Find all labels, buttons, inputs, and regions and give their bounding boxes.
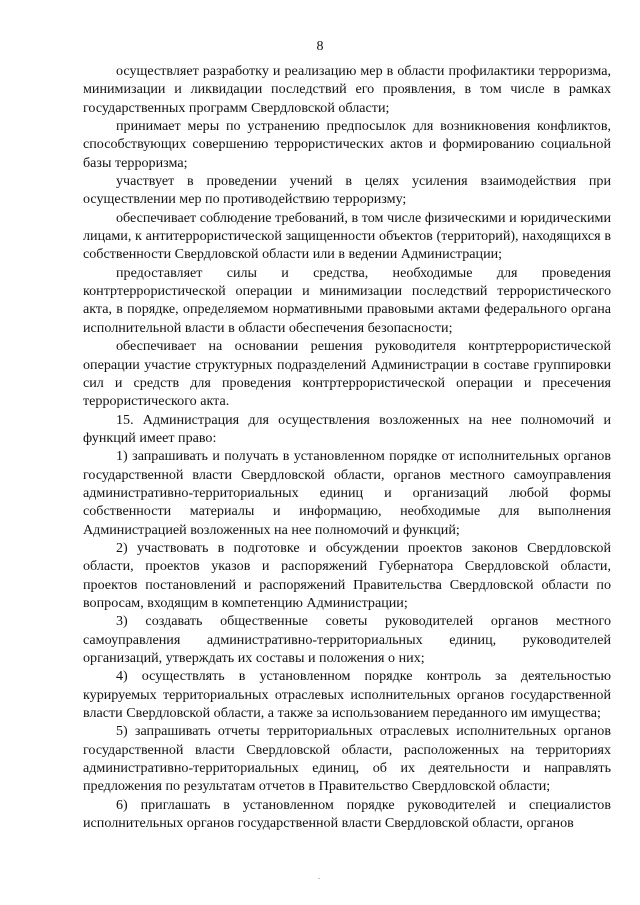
list-item-6: 6) приглашать в установленном порядке руководителей и специалистов исполнительных органов государственной власти Свердловской области, органов	[83, 796, 611, 832]
document-body	[83, 62, 611, 832]
list-item-5: 5) запрашивать отчеты территориальных отраслевых исполнительных органов государственной власти Свердловской области, расположенных на территориях административно-территориальных единиц, об их деятельности и направлять предложения по результатам отчетов в Правительство Свердловской области;	[83, 723, 611, 795]
scan-mark	[318, 878, 320, 879]
list-item-1: 1) запрашивать и получать в установленном порядке от исполнительных органов государственной власти Свердловской области, органов местного самоуправления административно-территориальных единиц и организаций любой формы собственности материалы и информацию, необходимые для выполнения Администрацией возложенных на нее полномочий и функций;	[83, 448, 611, 538]
paragraph: принимает меры по устранению предпосылок для возникновения конфликтов, способствующих совершению террористических актов и формированию социальной базы терроризма;	[83, 118, 611, 171]
page-number: 8	[316, 39, 324, 54]
list-item-3: 3) создавать общественные советы руководителей органов местного самоуправления административно-территориальных единиц, руководителей организаций, утверждать их составы и положения о них;	[83, 613, 611, 666]
list-item-4: 4) осуществлять в установленном порядке контроль за деятельностью курируемых территориальных отраслевых исполнительных органов государственной власти Свердловской области, а также за использованием переданного им имущества;	[83, 668, 611, 722]
paragraph: осуществляет разработку и реализацию мер в области профилактики терроризма, минимизации и ликвидации последствий его проявления, в том числе в рамках государственных программ Свердловской области;	[83, 63, 611, 116]
paragraph: обеспечивает на основании решения руководителя контртеррористической операции участие структурных подразделений Администрации в составе группировки сил и средств для проведения контртеррористической операции и пресечения террористического акта.	[83, 338, 611, 410]
list-item-2: 2) участвовать в подготовке и обсуждении проектов законов Свердловской области, проектов указов и распоряжений Губернатора Свердловской области, проектов постановлений и распоряжений Правительства Свердловской области по вопросам, входящим в компетенцию Администрации;	[83, 539, 611, 611]
paragraph: обеспечивает соблюдение требований, в том числе физическими и юридическими лицами, к антитеррористической защищенности объектов (территорий), находящихся в собственности Свердловской области или в ведении Администрации;	[83, 209, 611, 263]
paragraph: предоставляет силы и средства, необходимые для проведения контртеррористической операции и минимизации последствий террористического акта, в порядке, определяемом нормативными правовыми актами федерального органа исполнительной власти в области обеспечения безопасности;	[83, 264, 611, 336]
section-heading-paragraph: 15. Администрация для осуществления возложенных на нее полномочий и функций имеет право:	[83, 411, 611, 446]
paragraph: участвует в проведении учений в целях усиления взаимодействия при осуществлении мер по противодействию терроризму;	[83, 173, 611, 208]
